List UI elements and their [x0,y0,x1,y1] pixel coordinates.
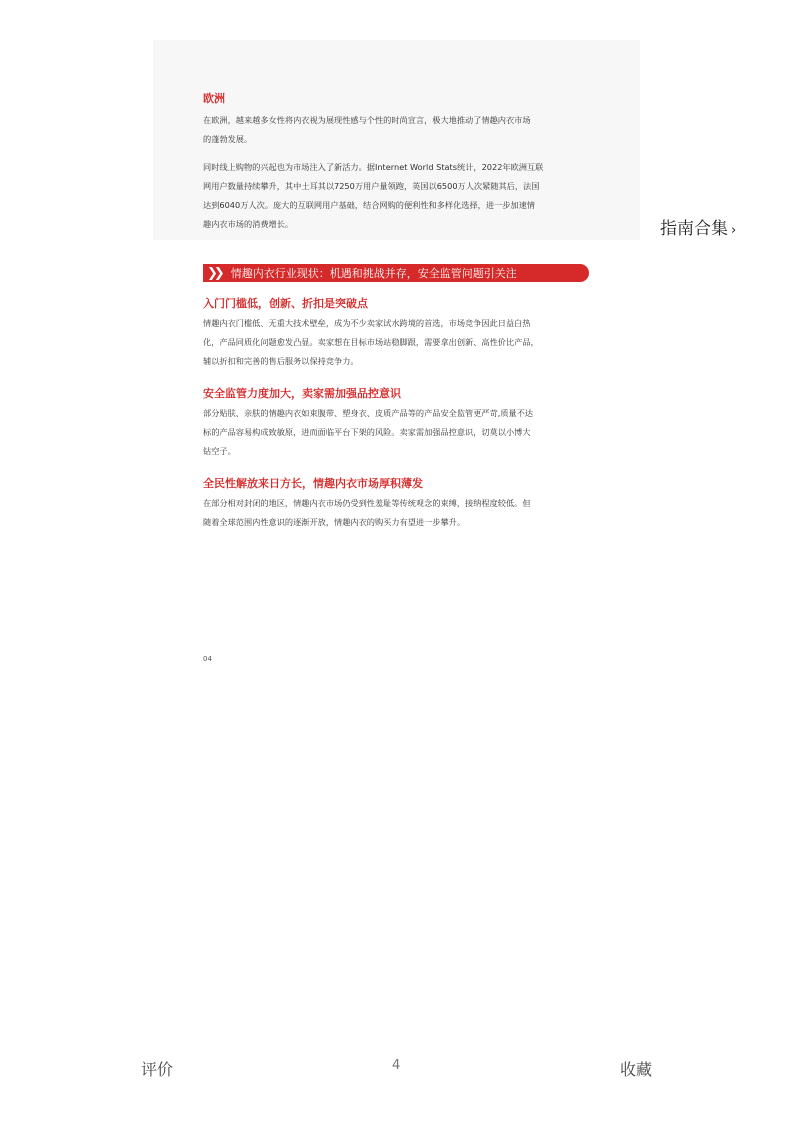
text-line: 的蓬勃发展。 [203,134,253,144]
text-line: 情趣内衣门槛低、无重大技术壁垒，成为不少卖家试水跨境的首选，市场竞争因此日益白热 [203,318,531,328]
text-line: 趣内衣市场的消费增长。 [203,219,294,229]
section-paragraph-safety [203,404,593,461]
text-line: 标的产品容易构成致敏原，进而面临平台下架的风险。卖家需加强品控意识，切莫以小博大 [203,427,531,437]
text-line: 在部分相对封闭的地区，情趣内衣市场仍受到性羞耻等传统观念的束缚，接纳程度较低。但 [203,498,531,508]
europe-paragraph-1 [203,111,593,149]
section-banner [203,264,589,282]
text-line: 网用户数量持续攀升，其中土耳其以7250万用户量领跑，英国以6500万人次紧随其后，法国 [203,181,540,191]
section-paragraph-entry [203,314,593,371]
review-button[interactable]: 评价 [141,1060,174,1079]
text-line: 辅以折扣和完善的售后服务以保持竞争力。 [203,356,359,366]
chevron-right-icon: › [731,223,737,238]
text-line: 钻空子。 [203,446,236,456]
section-heading-entry: 入门门槛低，创新、折扣是突破点 [203,297,368,310]
page-indicator: 4 [392,1058,401,1073]
text-line: 达到6040万人次。庞大的互联网用户基础，结合网购的便利性和多样化选择，进一步加速情 [203,200,535,210]
section-heading-liberation: 全民性解放来日方长，情趣内衣市场厚积薄发 [203,477,423,490]
europe-paragraph-2 [203,158,593,234]
document-page-number: 04 [203,655,212,663]
section-paragraph-liberation [203,494,593,532]
section-heading-safety: 安全监管力度加大，卖家需加强品控意识 [203,387,401,400]
guide-collection-link[interactable] [660,214,736,239]
text-line: 在欧洲，越来越多女性将内衣视为展现性感与个性的时尚宣言，极大地推动了情趣内衣市场 [203,115,531,125]
chevron-right-icon: ❯❯ [207,265,221,281]
text-line: 化，产品同质化问题愈发凸显。卖家想在目标市场站稳脚跟，需要拿出创新、高性价比产品， [203,337,539,347]
favorite-button[interactable]: 收藏 [620,1060,653,1079]
europe-heading: 欧洲 [203,92,225,105]
text-line: 随着全球范围内性意识的逐渐开放，情趣内衣的购买力有望进一步攀升。 [203,517,466,527]
text-line: 同时线上购物的兴起也为市场注入了新活力。据Internet World Stats统计，2022年欧洲互联 [203,162,544,172]
text-line: 部分贴肤、亲肤的情趣内衣如束腹带、塑身衣、皮质产品等的产品安全监管更严苛,质量不达 [203,408,534,418]
banner-title: 情趣内衣行业现状：机遇和挑战并存，安全监管问题引关注 [230,267,517,280]
guide-collection-label: 指南合集 [660,219,728,239]
